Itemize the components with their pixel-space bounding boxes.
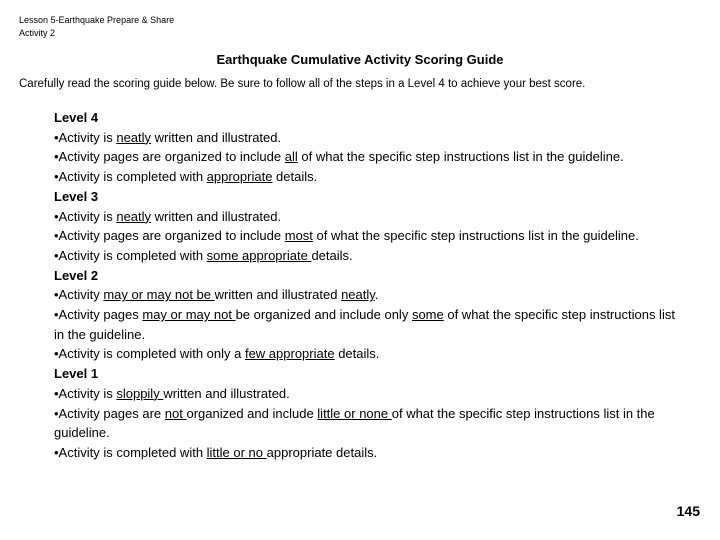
lesson-title: Lesson 5-Earthquake Prepare & Share bbox=[19, 15, 175, 25]
lesson-header bbox=[19, 14, 174, 40]
criterion-item bbox=[54, 226, 684, 246]
criterion-item bbox=[54, 246, 684, 266]
emphasis-text: most bbox=[284, 228, 313, 244]
criterion-item bbox=[54, 404, 684, 443]
criterion-item bbox=[54, 305, 684, 344]
activity-label: Activity 2 bbox=[19, 28, 56, 38]
emphasis-text: some bbox=[411, 307, 444, 323]
criterion-text: appropriate details. bbox=[266, 444, 378, 460]
criterion-text: of what the specific step instructions list in the guideline. bbox=[297, 149, 624, 165]
criterion-text: . bbox=[374, 287, 379, 303]
criterion-text: be organized and include only bbox=[235, 307, 412, 323]
criterion-item bbox=[54, 147, 684, 167]
criterion-text: •Activity is completed with bbox=[54, 444, 207, 460]
criterion-text: •Activity is completed with bbox=[54, 169, 207, 185]
criterion-text: organized and include bbox=[186, 405, 318, 421]
emphasis-text: neatly bbox=[116, 129, 152, 145]
criterion-text: •Activity is completed with only a bbox=[54, 346, 245, 362]
emphasis-text: few appropriate bbox=[244, 346, 335, 362]
criterion-text: •Activity is bbox=[54, 385, 117, 401]
criterion-text: written and illustrated. bbox=[151, 129, 282, 145]
emphasis-text: neatly bbox=[341, 287, 375, 303]
criterion-text: of what the specific step instructions list in the guideline. bbox=[312, 228, 639, 244]
criterion-text: written and illustrated bbox=[214, 287, 342, 303]
criterion-text: of what the specific step instructions list in the guideline. bbox=[54, 405, 655, 441]
criterion-item bbox=[54, 443, 684, 463]
page-title: Earthquake Cumulative Activity Scoring Guide bbox=[216, 52, 504, 67]
criterion-text: •Activity pages are organized to include bbox=[54, 149, 285, 165]
criterion-text: details. bbox=[272, 169, 318, 185]
level-heading: Level 3 bbox=[54, 188, 99, 204]
criterion-text: written and illustrated. bbox=[151, 208, 282, 224]
criterion-item bbox=[54, 285, 684, 305]
emphasis-text: not bbox=[164, 405, 187, 421]
emphasis-text: neatly bbox=[116, 208, 152, 224]
criterion-text: •Activity is completed with bbox=[54, 247, 207, 263]
emphasis-text: little or no bbox=[206, 444, 267, 460]
criterion-text: •Activity pages are organized to include bbox=[54, 228, 285, 244]
criterion-text: •Activity bbox=[54, 287, 104, 303]
criterion-text: details. bbox=[334, 346, 380, 362]
level-heading: Level 4 bbox=[54, 110, 99, 125]
intro-text: Carefully read the scoring guide below. Be sure to follow all of the steps in a Level 4 to achieve your best score. bbox=[19, 78, 586, 90]
level-heading: Level 1 bbox=[54, 366, 99, 382]
criterion-item bbox=[54, 167, 684, 187]
emphasis-text: may or may not bbox=[142, 307, 236, 323]
criterion-text: of what the specific step instructions list in the guideline. bbox=[54, 307, 675, 342]
criterion-text: •Activity pages bbox=[54, 307, 143, 323]
criterion-text: written and illustrated. bbox=[163, 385, 290, 401]
emphasis-text: may or may not be bbox=[103, 287, 215, 303]
emphasis-text: sloppily bbox=[116, 385, 164, 401]
emphasis-text: little or none bbox=[317, 405, 392, 421]
emphasis-text: all bbox=[284, 149, 298, 165]
criterion-item bbox=[54, 207, 684, 227]
criterion-text: •Activity pages are bbox=[54, 405, 165, 421]
scoring-rubric bbox=[54, 108, 684, 463]
criterion-item bbox=[54, 344, 684, 364]
emphasis-text: appropriate bbox=[206, 169, 273, 185]
criterion-text: details. bbox=[311, 247, 353, 263]
page-number: 145 bbox=[676, 503, 700, 519]
level-heading: Level 2 bbox=[54, 267, 99, 283]
criterion-text: •Activity is bbox=[54, 129, 117, 145]
criterion-item bbox=[54, 128, 684, 148]
emphasis-text: some appropriate bbox=[206, 247, 312, 263]
criterion-item bbox=[54, 384, 684, 404]
criterion-text: •Activity is bbox=[54, 208, 117, 224]
